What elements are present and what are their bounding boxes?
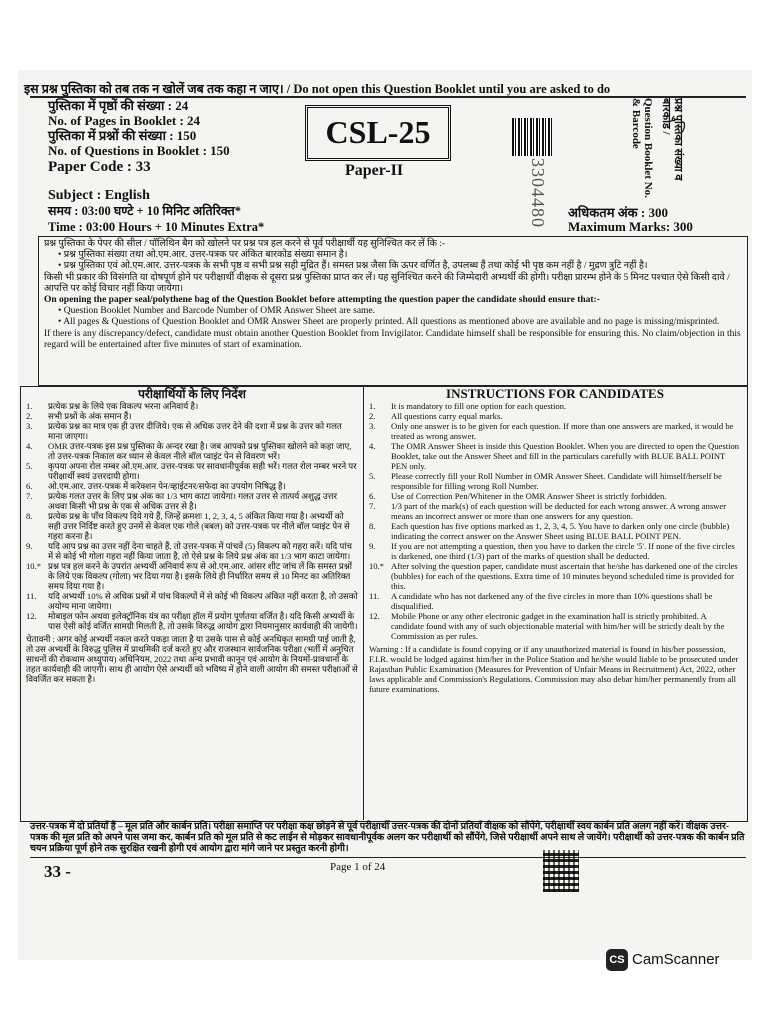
english-item-number: 3. xyxy=(369,421,376,431)
questions-hindi: पुस्तिका में प्रश्नों की संख्या : 150 xyxy=(48,128,197,143)
english-item-number: 2. xyxy=(369,411,376,421)
english-item xyxy=(369,491,741,501)
time-english: Time : 03:00 Hours + 10 Minutes Extra* xyxy=(48,220,265,234)
hindi-item xyxy=(26,421,358,441)
max-marks-hindi: अधिकतम अंक : 300 xyxy=(568,205,668,220)
answer-sheet-copies-note: उत्तर-पत्रक में दो प्रतियाँ हैं – मूल प्रति और कार्बन प्रति। परीक्षा समाप्ति पर परीक्षा कक्ष छोड़ने से पूर्व परीक्षार्थी उत्तर-पत्रक की दोनों प्रतियाँ वीक्षक को सौंपेंगे, परीक्षार्थी स्वयं कार्बन प्रति अलग नहीं करें। वीक्षक उत्तर-पत्रक की मूल प्रति को अपने पास जमा कर, कार्बन प्रति को मूल प्रति से कट लाईन से मोड़कर सावधानीपूर्वक अलग कर परीक्षार्थी को सौंपेंगे, जिसे परीक्षार्थी अपने साथ ले जायेंगे। परीक्षार्थी को उत्तर-पत्रक की कार्बन प्रति चयन प्रक्रिया पूर्ण होने तक सुरक्षित रखनी होगी एवं आयोग द्वारा मांगे जाने पर प्रस्तुत करनी होगी। xyxy=(30,822,745,855)
english-item-text: Please correctly fill your Roll Number in OMR Answer Sheet. Candidate will himself/herself be responsible for filling wrong Roll Number. xyxy=(391,471,722,491)
booklet-barcode-icon xyxy=(512,118,552,156)
hindi-item-text: प्रश्न पत्र हल करने के उपरांत अभ्यर्थी अनिवार्य रूप से ओ.एम.आर. आंसर शीट जांच लें कि समस्त प्रश्नों के लिये एक विकल्प (गोला) भर दिया गया है। इसके लिये ही निर्धारित समय से 10 मिनट का अतिरिक्त समय दिया गया है। xyxy=(48,561,353,591)
hindi-item-text: कृपया अपना रोल नम्बर ओ.एम.आर. उत्तर-पत्रक पर सावधानीपूर्वक सही भरें। गलत रोल नम्बर भरने पर परीक्षार्थी स्वयं उत्तरदायी होगा। xyxy=(48,461,357,481)
booklet-label-english: Question Booklet No. & Barcode xyxy=(630,98,654,198)
english-item-number: 12. xyxy=(369,611,380,621)
hindi-item xyxy=(26,611,358,631)
english-item-text: It is mandatory to fill one option for each question. xyxy=(391,401,567,411)
hindi-item-number: 11. xyxy=(26,591,37,601)
hindi-item-number: 3. xyxy=(26,421,33,431)
hindi-item-text: प्रत्येक प्रश्न के पाँच विकल्प दिये गये हैं, जिन्हें क्रमशः 1, 2, 3, 4, 5 अंकित किया गया है। अभ्यर्थी को सही उत्तर निर्दिष्ट करते हुए उनमें से केवल एक गोले (बबल) को उत्तर-पत्रक पर नीले बॉल प्वाइंट पेन से गहरा करना है। xyxy=(48,511,350,541)
english-item-number: 6. xyxy=(369,491,376,501)
pre-english-bullet-2: • All pages & Questions of Question Booklet and OMR Answer Sheet are properly printed. All questions as mentioned above are available and no page is missing/misprinted. xyxy=(58,317,720,328)
booklet-serial-number: 3304480 xyxy=(528,158,548,228)
hindi-item-text: यदि अभ्यर्थी 10% से अधिक प्रश्नों में पांच विकल्पों में से कोई भी विकल्प अंकित नहीं करता है, तो उसको अयोग्य माना जायेगा। xyxy=(48,591,358,611)
pre-hindi-bullet-1-text: प्रश्न पुस्तिका संख्या तथा ओ.एम.आर. उत्तर-पत्रक पर अंकित बारकोड संख्या समान है। xyxy=(63,250,348,261)
pre-hindi-bullet-2: • प्रश्न पुस्तिका एवं ओ.एम.आर. उत्तर-पत्रक के सभी पृष्ठ व सभी प्रश्न सही मुद्रित हैं। समस्त प्रश्न जैसा कि ऊपर वर्णित है, उपलब्ध हैं तथा कोई भी पृष्ठ कम नहीं है / मुद्रण त्रुटि नहीं है। xyxy=(58,261,648,272)
english-item-text: A candidate who has not darkened any of the five circles in more than 10% questions shall be disqualified. xyxy=(391,591,713,611)
column-divider xyxy=(363,386,364,820)
english-item xyxy=(369,521,741,541)
pre-hindi-intro: प्रश्न पुस्तिका के पेपर की सील / पॉलिथिन बैग को खोलने पर प्रश्न पत्र हल करने से पूर्व परीक्षार्थी यह सुनिश्चित कर लें कि :- xyxy=(44,239,446,249)
english-item xyxy=(369,611,741,641)
hindi-item-number: 7. xyxy=(26,491,33,501)
hindi-instructions-title: परीक्षार्थियों के लिए निर्देश xyxy=(138,387,246,401)
pre-english-bullet-1: • Question Booklet Number and Barcode Number of OMR Answer Sheet are same. xyxy=(58,306,376,317)
hindi-item-text: प्रत्येक गलत उत्तर के लिए प्रश्न अंक का 1/3 भाग काटा जायेगा। गलत उत्तर से तात्पर्य अशुद्ध उत्तर अथवा किसी भी प्रश्न के एक से अधिक उत्तर से है। xyxy=(48,491,337,511)
hindi-item xyxy=(26,401,358,411)
english-warning: Warning : If a candidate is found copying or if any unauthorized material is found in his/her possession, F.I.R. would be lodged against him/her in the Police Station and he/she would liable to be prosecuted under Rajasthan Public Examination (Measures for Prevention of Unfair Means in Recruitment) Act, 2022, other laws applicable and Commission's Regulations. Commission may also debar him/her permanently from all future examinations. xyxy=(369,644,739,694)
english-item xyxy=(369,411,741,421)
pre-hindi-bullet-2-text: प्रश्न पुस्तिका एवं ओ.एम.आर. उत्तर-पत्रक के सभी पृष्ठ व सभी प्रश्न सही मुद्रित हैं। समस्त प्रश्न जैसा कि ऊपर वर्णित है, उपलब्ध हैं तथा कोई भी पृष्ठ कम नहीं है / मुद्रण त्रुटि नहीं है। xyxy=(63,261,648,272)
english-item xyxy=(369,441,741,471)
pages-english: No. of Pages in Booklet : 24 xyxy=(48,113,201,128)
hindi-item-number: 12. xyxy=(26,611,37,621)
english-item-text: After solving the question paper, candidate must ascertain that he/she has darkened one of the circles (bubbles) for each of the questions. Extra time of 10 minutes beyond scheduled time is provided for this. xyxy=(391,561,738,591)
hindi-item xyxy=(26,591,358,611)
hindi-item-number: 5. xyxy=(26,461,33,471)
english-item-text: Each question has five options marked as 1, 2, 3, 4, 5. You have to darken only one circle (bubble) indicating the correct answer on the Answer Sheet using BLUE BALL POINT PEN. xyxy=(391,521,730,541)
english-item-number: 9. xyxy=(369,541,376,551)
english-item xyxy=(369,561,741,591)
hindi-item xyxy=(26,561,358,591)
pre-english-para: If there is any discrepancy/defect, candidate must obtain another Question Booklet from Invigilator. Candidate himself shall be responsible for ensuring this. No claim/objection in this regard will be entertained after five minutes of start of examination. xyxy=(44,328,741,350)
hindi-item xyxy=(26,411,358,421)
hindi-item-text: OMR उत्तर-पत्रक इस प्रश्न पुस्तिका के अन्दर रखा है। जब आपको प्रश्न पुस्तिका खोलने को कहा जाए, तो उत्तर-पत्रक निकाल कर ध्यान से केवल नीले बॉल प्वाइंट पेन से विवरण भरें। xyxy=(48,441,352,461)
english-item-text: Only one answer is to be given for each question. If more than one answers are marked, it would be treated as wrong answer. xyxy=(391,421,734,441)
english-item-text: If you are not attempting a question, then you have to darken the circle '5'. If none of the five circles is darkened, one third (1/3) part of the marks of question shall be deducted. xyxy=(391,541,735,561)
english-item-number: 10.* xyxy=(369,561,385,571)
hindi-item xyxy=(26,541,358,561)
pre-english-bullet-2-text: All pages & Questions of Question Booklet and OMR Answer Sheet are properly printed. All questions as mentioned above are available and no page is missing/misprinted. xyxy=(63,317,720,328)
questions-english: No. of Questions in Booklet : 150 xyxy=(48,143,230,158)
hindi-item-number: 9. xyxy=(26,541,33,551)
english-item xyxy=(369,471,741,491)
hindi-item-number: 10.* xyxy=(26,561,42,571)
pre-english-bullet-1-text: Question Booklet Number and Barcode Number of OMR Answer Sheet are same. xyxy=(63,306,376,317)
english-instructions-title: INSTRUCTIONS FOR CANDIDATES xyxy=(446,386,664,401)
time-hindi: समय : 03:00 घण्टे + 10 मिनिट अतिरिक्त* xyxy=(48,204,242,218)
booklet-label-hindi: प्रश्न पुस्तिका संख्या व बारकोड / xyxy=(660,98,684,181)
english-instructions xyxy=(369,386,741,694)
hindi-item xyxy=(26,491,358,511)
paper-number: Paper-II xyxy=(345,162,404,179)
hindi-item-text: सभी प्रश्नों के अंक समान हैं। xyxy=(48,411,132,421)
hindi-item-number: 6. xyxy=(26,481,33,491)
hindi-instructions-list xyxy=(26,401,358,631)
hindi-item-text: प्रत्येक प्रश्न के लिये एक विकल्प भरना अनिवार्य है। xyxy=(48,401,199,411)
paper-code-box: CSL-25 xyxy=(305,105,451,161)
page-number: Page 1 of 24 xyxy=(330,861,386,873)
subject: Subject : English xyxy=(48,188,150,203)
hindi-item-number: 2. xyxy=(26,411,33,421)
hindi-item xyxy=(26,481,358,491)
footer-code-mark: 33 - xyxy=(44,862,71,881)
hindi-item-text: यदि आप प्रश्न का उत्तर नहीं देना चाहते हैं, तो उत्तर-पत्रक में पांचवें (5) विकल्प को गहरा करें। यदि पांच में से कोई भी गोला गहरा नहीं किया जाता है, तो ऐसे प्रश्न के लिये प्रश्न अंक का 1/3 भाग काटा जायेगा। xyxy=(48,541,352,561)
english-item-number: 1. xyxy=(369,401,376,411)
hindi-item-number: 1. xyxy=(26,401,33,411)
english-item-text: Use of Correction Pen/Whitener in the OMR Answer Sheet is strictly forbidden. xyxy=(391,491,667,501)
hindi-item-number: 4. xyxy=(26,441,33,451)
hindi-item xyxy=(26,511,358,541)
qr-code-icon xyxy=(543,850,579,892)
footer-divider xyxy=(30,857,746,858)
english-item xyxy=(369,501,741,521)
hindi-item-text: प्रत्येक प्रश्न का मात्र एक ही उत्तर दीजिये। एक से अधिक उत्तर देने की दशा में प्रश्न के उत्तर को गलत माना जाएगा। xyxy=(48,421,342,441)
english-item-number: 7. xyxy=(369,501,376,511)
english-item-number: 5. xyxy=(369,471,376,481)
english-item-text: 1/3 part of the mark(s) of each question will be deducted for each wrong answer. A wrong answer means an incorrect answer or more than one answers for any question. xyxy=(391,501,727,521)
english-item-text: Mobile Phone or any other electronic gadget in the examination hall is strictly prohibited. A candidate found with any of such objectionable material with him/her will be strictly dealt by the Commission as per rules. xyxy=(391,611,725,641)
hindi-item xyxy=(26,461,358,481)
pre-hindi-bullet-1: • प्रश्न पुस्तिका संख्या तथा ओ.एम.आर. उत्तर-पत्रक पर अंकित बारकोड संख्या समान है। xyxy=(58,250,348,261)
pre-hindi-para: किसी भी प्रकार की विसंगति या दोषपूर्ण होने पर परीक्षार्थी वीक्षक से दूसरा प्रश्न पुस्तिका प्राप्त कर लें। यह सुनिश्चित करने की जिम्मेदारी अभ्यर्थी की होगी। परीक्षा प्रारम्भ होने के 5 मिनट पश्चात ऐसे किसी दावे / आपत्ति पर कोई विचार नहीं किया जायेगा। xyxy=(44,272,730,294)
english-item xyxy=(369,421,741,441)
english-item-text: The OMR Answer Sheet is inside this Question Booklet. When you are directed to open the Question Booklet, take out the Answer Sheet and fill in the particulars carefully with BLUE BALL POINT PEN only. xyxy=(391,441,740,471)
english-item-text: All questions carry equal marks. xyxy=(391,411,503,421)
do-not-open-warning: इस प्रश्न पुस्तिका को तब तक न खोलें जब तक कहा न जाए। / Do not open this Question Booklet until you are asked to do xyxy=(24,82,611,96)
hindi-warning: चेतावनी : अगर कोई अभ्यर्थी नकल करते पकड़ा जाता है या उसके पास से कोई अनधिकृत सामग्री पाई जाती है, तो उस अभ्यर्थी के विरुद्ध पुलिस में प्राथमिकी दर्ज करते हुए और राजस्थान सार्वजनिक परीक्षा (भर्ती में अनुचित साधनों की रोकथाम अध्युपाय) अधिनियम, 2022 तथा अन्य प्रभावी कानून एवं आयोग के नियमों-प्रावधानों के तहत कार्यवाही की जाएगी। साथ ही आयोग ऐसे अभ्यर्थी को भविष्य में होने वाली आयोग की समस्त परीक्षाओं से विवर्जित कर सकता है। xyxy=(26,634,358,684)
hindi-item-text: मोबाइल फोन अथवा इलेक्ट्रॉनिक यंत्र का परीक्षा हॉल में प्रयोग पूर्णतया वर्जित है। यदि किसी अभ्यर्थी के पास ऐसी कोई वर्जित सामग्री मिलती है, तो उसके विरुद्ध आयोग द्वारा नियमानुसार कार्यवाही की जायेगी। xyxy=(48,611,358,631)
max-marks-english: Maximum Marks: 300 xyxy=(568,219,693,234)
hindi-item-number: 8. xyxy=(26,511,33,521)
hindi-item-text: ओ.एम.आर. उत्तर-पत्रक में करेक्शन पेन/व्हाईटनर/सफेदा का उपयोग निषिद्ध है। xyxy=(48,481,286,491)
camscanner-logo-icon: CS xyxy=(606,949,628,971)
camscanner-label: CamScanner xyxy=(632,951,720,968)
english-item xyxy=(369,541,741,561)
hindi-instructions xyxy=(26,389,358,684)
pages-hindi: पुस्तिका में पृष्ठों की संख्या : 24 xyxy=(48,98,189,113)
english-item xyxy=(369,591,741,611)
paper-code: Paper Code : 33 xyxy=(48,159,151,175)
english-item-number: 8. xyxy=(369,521,376,531)
english-instructions-list xyxy=(369,401,741,641)
english-item-number: 4. xyxy=(369,441,376,451)
english-item xyxy=(369,401,741,411)
pre-instructions xyxy=(44,239,744,351)
pre-english-intro: On opening the paper seal/polythene bag of the Question Booklet before attempting the question paper the candidate should ensure that:- xyxy=(44,295,600,306)
hindi-item xyxy=(26,441,358,461)
english-item-number: 11. xyxy=(369,591,380,601)
